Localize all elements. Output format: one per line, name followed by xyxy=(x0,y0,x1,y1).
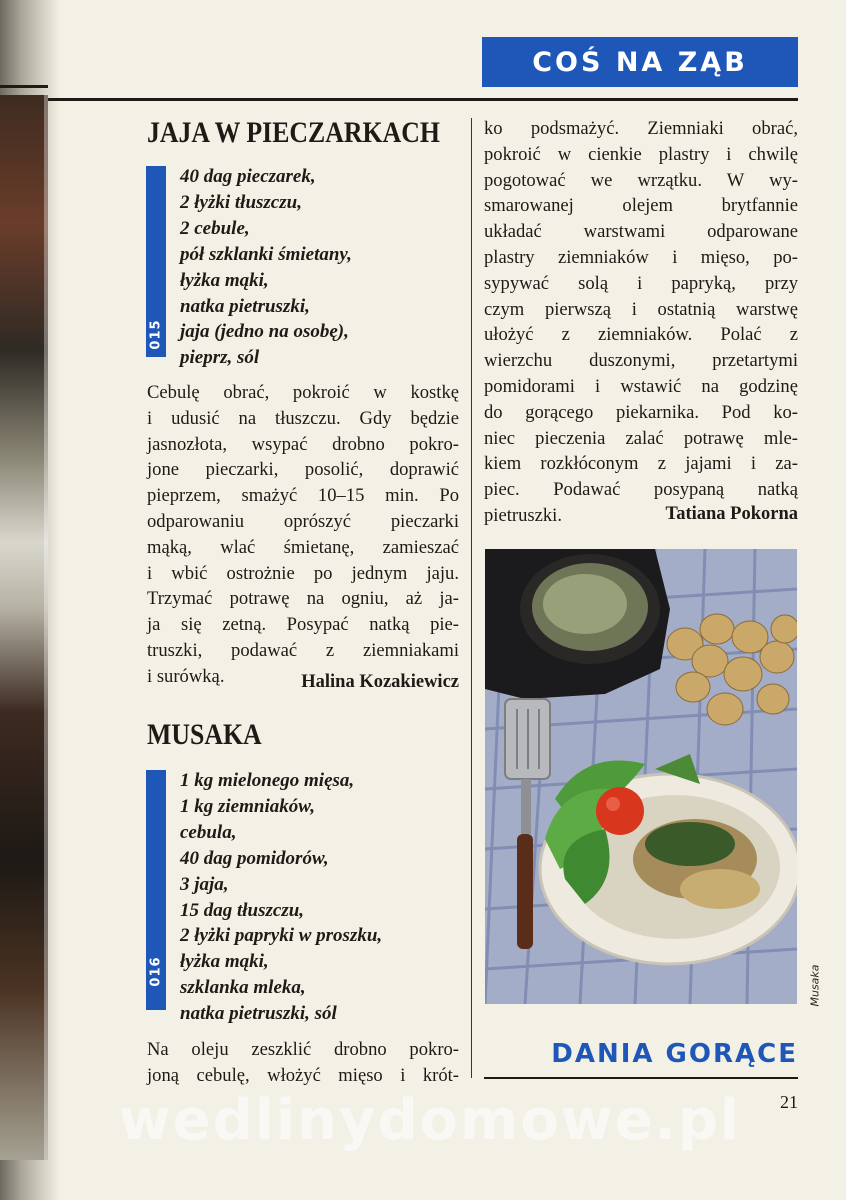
text-line: piec. Podawać posypaną natką xyxy=(484,479,798,501)
text-line: niec pieczenia zalać potrawę mle- xyxy=(484,427,798,449)
text-line: truszki, podawać z ziemniakami xyxy=(147,639,459,661)
text-line: wierzchu duszonymi, przetartymi xyxy=(484,350,798,372)
ingredient-item: 1 kg mielonego mięsa, xyxy=(180,770,355,791)
ingredient-item: pół szklanki śmietany, xyxy=(180,243,352,265)
ingredient-item: natka pietruszki, xyxy=(180,295,310,317)
recipe-instructions-continued xyxy=(484,116,798,529)
text-line: pokroić w cienkie plastry i chwilę xyxy=(484,143,798,165)
ingredient-item: natka pietruszki, sól xyxy=(180,1003,337,1025)
ingredient-list xyxy=(180,768,382,1027)
text-line: odparowaniu oprószyć pieczarki xyxy=(147,510,459,532)
text-line: mąką, wlać śmietanę, zamieszać xyxy=(147,536,459,558)
text-line: ułożyć z ziemniaków. Polać z xyxy=(484,324,798,346)
page-number: 21 xyxy=(780,1092,798,1112)
recipe-number-bar xyxy=(146,770,166,1010)
ingredient-item: 40 dag pomidorów, xyxy=(180,847,329,869)
text-line: i surówką. xyxy=(147,665,225,687)
ingredient-item: jaja (jedno na osobę), xyxy=(180,321,349,343)
text-line: pogotować we wrzątku. W wy- xyxy=(484,169,798,191)
text-line: plastry ziemniaków i mięso, po- xyxy=(484,246,798,268)
text-line: układać warstwami odparowane xyxy=(484,221,798,243)
ingredient-list xyxy=(180,164,352,371)
text-line: sypywać solą i papryką, przy xyxy=(484,272,798,294)
ingredient-item: 40 dag pieczarek, xyxy=(180,166,316,187)
text-line: pomidorami i wstawić na godzinę xyxy=(484,375,798,397)
text-line: kiem rozkłóconym z jajami i za- xyxy=(484,453,798,475)
text-line: jone pieczarki, posolić, doprawić xyxy=(147,459,459,481)
text-line: i wbić ostrożnie po jednym jaju. xyxy=(147,562,459,584)
recipe-number-bar xyxy=(146,166,166,357)
recipe-title-musaka: MUSAKA xyxy=(147,718,262,751)
ingredient-item: 1 kg ziemniaków, xyxy=(180,795,315,817)
text-line: czym pierwszą i ostatnią warstwę xyxy=(484,298,798,320)
ingredient-item: cebula, xyxy=(180,821,237,843)
recipe-author: Tatiana Pokorna xyxy=(665,504,798,524)
text-line: pietruszki. xyxy=(484,504,562,526)
ingredient-item: 2 łyżki tłuszczu, xyxy=(180,191,302,213)
text-line: ko podsmażyć. Ziemniaki obrać, xyxy=(484,118,798,139)
text-line: Trzymać potrawę na ogniu, aż ja- xyxy=(147,588,459,610)
ingredient-item: łyżka mąki, xyxy=(180,269,269,291)
bottom-rule xyxy=(484,1077,798,1079)
text-line: Cebulę obrać, pokroić w kostkę xyxy=(147,382,459,403)
watermark: wedlinydomowe.pl xyxy=(118,1088,742,1153)
text-line: jasnozłota, wsypać drobno pokro- xyxy=(147,433,459,455)
recipe-instructions xyxy=(147,1037,459,1089)
ingredient-item: 2 łyżki papryki w proszku, xyxy=(180,925,383,947)
top-rule xyxy=(48,98,798,101)
facing-page-photo-edge xyxy=(0,95,48,1160)
recipe-author: Halina Kozakiewicz xyxy=(301,672,459,692)
ingredient-item: pieprz, sól xyxy=(180,347,260,369)
musaka-photo xyxy=(485,549,797,1004)
ingredient-item: łyżka mąki, xyxy=(180,951,269,973)
text-line: do gorącego piekarnika. Pod ko- xyxy=(484,401,798,423)
recipe-number: 016 xyxy=(148,955,164,987)
text-line: i udusić na tłuszczu. Gdy będzie xyxy=(147,407,459,429)
ingredient-item: 2 cebule, xyxy=(180,217,250,239)
recipe-number: 015 xyxy=(148,318,164,350)
ingredient-item: 3 jaja, xyxy=(180,873,229,895)
text-line: pieprzem, smażyć 10–15 min. Po xyxy=(147,485,459,507)
text-line: joną cebulę, włożyć mięso i krót- xyxy=(147,1064,459,1086)
text-line: ja się zetną. Posypać natką pie- xyxy=(147,614,459,636)
column-divider xyxy=(471,118,472,1078)
recipe-title-jaja: JAJA W PIECZARKACH xyxy=(147,116,440,149)
photo-caption: Musaka xyxy=(808,963,822,1007)
recipe-instructions xyxy=(147,380,459,690)
footer-section-title: DANIA GORĄCE xyxy=(551,1039,798,1069)
facing-page-rule xyxy=(0,85,48,88)
ingredient-item: 15 dag tłuszczu, xyxy=(180,899,305,921)
text-line: Na oleju zeszklić drobno pokro- xyxy=(147,1039,459,1060)
ingredient-item: szklanka mleka, xyxy=(180,977,306,999)
text-line: smarowanej olejem brytfannie xyxy=(484,195,798,217)
section-header: COŚ NA ZĄB xyxy=(482,37,798,87)
